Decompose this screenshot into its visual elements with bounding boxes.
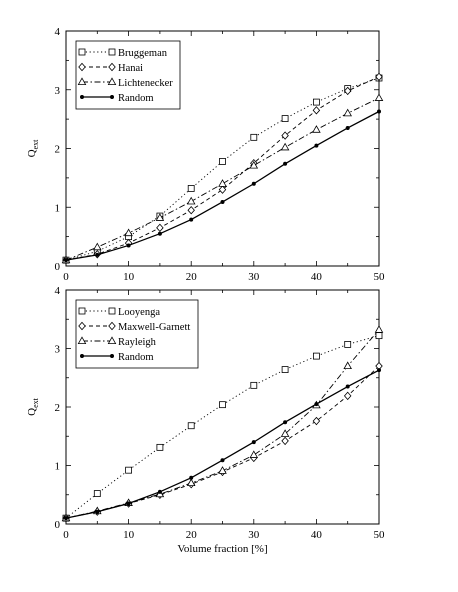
- data-point: [377, 368, 380, 371]
- x-tick-label: 20: [185, 529, 197, 541]
- data-point: [125, 229, 132, 235]
- data-point: [190, 476, 193, 479]
- data-point: [344, 362, 351, 368]
- y-tick-label: 4: [54, 285, 60, 297]
- x-tick-label: 10: [123, 529, 135, 541]
- data-point: [375, 94, 382, 100]
- y-axis-label: [26, 139, 40, 158]
- data-point: [283, 421, 286, 424]
- data-point: [221, 200, 224, 203]
- legend-entry: Random: [118, 92, 154, 104]
- series-line: [66, 366, 379, 518]
- series-lichtenecker: [62, 94, 382, 263]
- series-line: [66, 370, 379, 518]
- y-tick-label: 0: [54, 261, 60, 273]
- y-tick-label: 4: [54, 26, 60, 38]
- legend-entry: Looyenga: [118, 306, 160, 318]
- data-point: [251, 134, 257, 140]
- legend-marker: [80, 95, 83, 98]
- data-point: [96, 253, 99, 256]
- data-point: [282, 437, 288, 444]
- y-axis-label-main: Q: [26, 149, 38, 158]
- x-tick-label: 0: [63, 529, 69, 541]
- data-point: [252, 440, 255, 443]
- data-point: [157, 224, 163, 231]
- y-tick-label: 1: [54, 460, 60, 473]
- y-tick-label: 2: [54, 143, 60, 156]
- data-point: [188, 185, 194, 191]
- data-point: [221, 459, 224, 462]
- data-point: [220, 402, 226, 408]
- legend-marker: [110, 354, 113, 357]
- data-point: [188, 479, 195, 485]
- data-point: [346, 126, 349, 129]
- y-tick-label: 3: [54, 343, 60, 356]
- data-point: [282, 144, 289, 150]
- y-axis-label-main: Q: [26, 407, 38, 416]
- data-point: [283, 162, 286, 165]
- data-point: [188, 207, 194, 214]
- data-point: [313, 99, 319, 105]
- data-point: [345, 341, 351, 347]
- data-point: [219, 180, 226, 186]
- data-point: [158, 232, 161, 235]
- x-tick-label: 20: [185, 271, 197, 283]
- chart-panel-1: [26, 26, 385, 283]
- data-point: [313, 107, 319, 114]
- data-point: [346, 385, 349, 388]
- data-point: [188, 423, 194, 429]
- y-tick-label: 3: [54, 84, 60, 97]
- data-point: [64, 258, 67, 261]
- x-tick-label: 0: [63, 271, 69, 283]
- data-point: [94, 491, 100, 497]
- series-line: [66, 98, 379, 260]
- data-point: [315, 402, 318, 405]
- data-point: [251, 382, 257, 388]
- data-point: [282, 116, 288, 122]
- x-axis-label: Volume fraction [%]: [177, 543, 268, 555]
- series-maxwell-garnett: [63, 362, 382, 521]
- data-point: [250, 451, 257, 457]
- data-point: [157, 444, 163, 450]
- data-point: [158, 490, 161, 493]
- data-point: [282, 367, 288, 373]
- y-axis-label: [26, 397, 40, 416]
- x-tick-label: 30: [248, 271, 260, 283]
- x-tick-label: 50: [373, 529, 385, 541]
- legend-entry: Maxwell-Garnett: [118, 321, 191, 333]
- legend-entry: Hanai: [118, 62, 144, 74]
- x-tick-label: 40: [310, 271, 322, 283]
- legend-marker: [80, 354, 83, 357]
- legend-marker: [109, 49, 115, 55]
- y-axis-label-sub: ext: [31, 398, 40, 408]
- data-point: [344, 109, 351, 115]
- data-point: [94, 243, 101, 249]
- legend-entry: Lichtenecker: [118, 77, 173, 89]
- x-tick-label: 10: [123, 271, 135, 283]
- legend-entry: Bruggeman: [118, 47, 167, 59]
- data-point: [315, 144, 318, 147]
- data-point: [375, 326, 382, 332]
- chart-panel-2: [26, 285, 385, 555]
- data-point: [64, 516, 67, 519]
- y-axis-label-sub: ext: [31, 139, 40, 150]
- data-point: [252, 182, 255, 185]
- data-point: [376, 333, 382, 339]
- data-point: [313, 353, 319, 359]
- data-point: [127, 502, 130, 505]
- legend-marker: [79, 49, 85, 55]
- x-tick-label: 30: [248, 529, 260, 541]
- legend-entry: Rayleigh: [118, 336, 156, 348]
- legend-marker: [110, 95, 113, 98]
- series-random: [64, 368, 380, 519]
- legend-marker: [79, 308, 85, 314]
- legend: [76, 41, 180, 109]
- data-point: [345, 392, 351, 399]
- data-point: [377, 110, 380, 113]
- y-tick-label: 0: [54, 519, 60, 531]
- x-tick-label: 50: [373, 271, 385, 283]
- legend-marker: [109, 308, 115, 314]
- data-point: [219, 467, 226, 473]
- data-point: [313, 417, 319, 424]
- y-tick-label: 1: [54, 202, 60, 215]
- y-tick-label: 2: [54, 402, 60, 414]
- data-point: [188, 198, 195, 204]
- data-point: [219, 186, 225, 193]
- data-point: [127, 244, 130, 247]
- data-point: [96, 510, 99, 513]
- data-point: [190, 218, 193, 221]
- data-point: [220, 158, 226, 164]
- x-tick-label: 40: [310, 529, 322, 541]
- data-point: [313, 126, 320, 132]
- legend: [76, 300, 198, 368]
- data-point: [126, 467, 132, 473]
- legend-entry: Random: [118, 351, 154, 363]
